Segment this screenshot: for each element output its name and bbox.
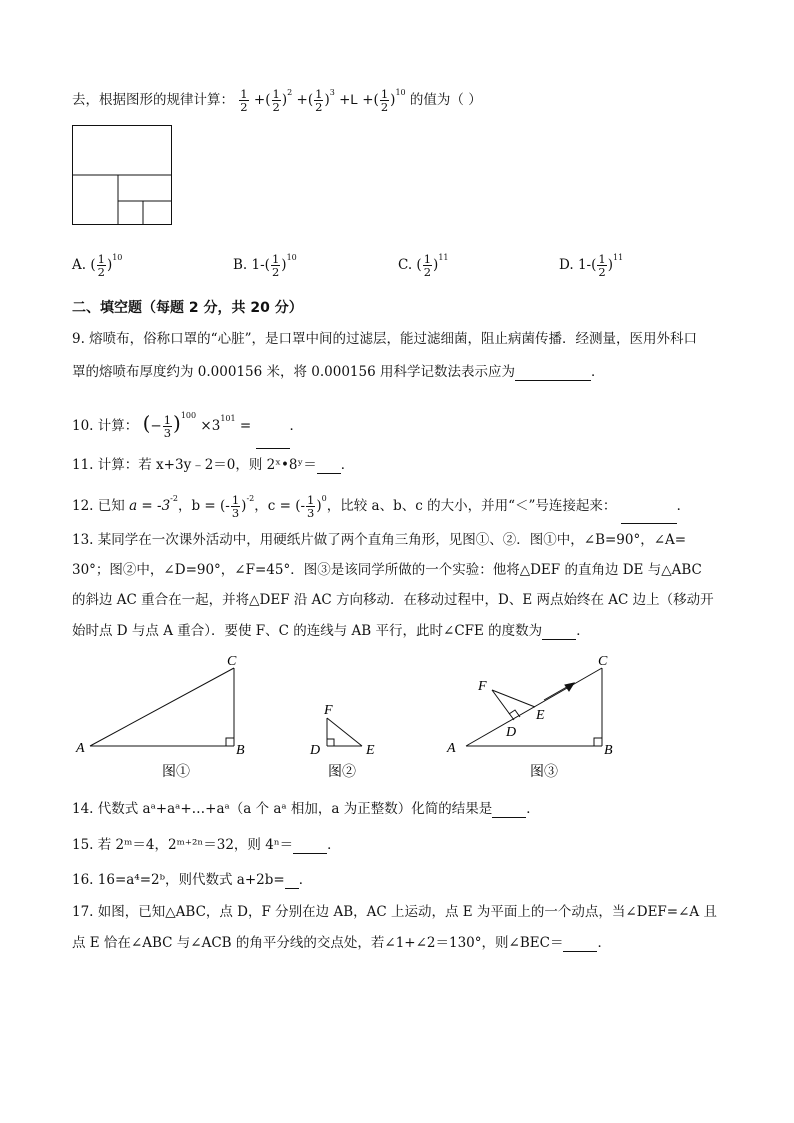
caption-fig1: 图① [162,765,190,780]
q14-line: 14. 代数式 aᵃ+aᵃ+…+aᵃ（a 个 aᵃ 相加，a 为正整数）化简的结果是 ． [72,801,540,817]
fraction-third: $\frac{1}{3}$ [307,493,315,520]
q16-line: 16. 16=a⁴=2ᵇ，则代数式 a+2b= ． [72,872,313,888]
label-A: A [76,741,85,756]
figure-2 [309,703,375,780]
option-b[interactable]: B. 1-( $\frac{1}{2}$ )$^{10}$ [233,252,297,279]
label-C: C [598,654,608,669]
fraction-third: $\frac{1}{3}$ [231,493,240,520]
q17-line2: 点 E 恰在∠ABC 与∠ACB 的角平分线的交点处，若∠1+∠2＝130°，则∠BEC＝ ． [72,935,611,951]
q12-line: 12. 已知 $a = -3^{-2}$，b = (- $\frac{1}{3}$ )$^{-2}$，c = (- $\frac{1}{3}$ )$^0$，比较 a、b、c 的大小，并用“＜”号连接起来： ． [72,482,690,516]
q13-line2: 30°；图②中，∠D=90°，∠F=45°．图③是该同学所做的一个实验：他将△DEF 的直角边 DE 与△ABC [72,562,702,578]
caption-fig3: 图③ [530,765,558,780]
answer-blank[interactable] [492,801,526,818]
q9-line1: 9. 熔喷布，俗称口罩的“心脏”，是口罩中间的过滤层，能过滤细菌，阻止病菌传播．经测量，医用外科口 [72,331,697,347]
answer-blank[interactable] [256,404,290,449]
ellipsis-symbol: L [350,92,358,107]
fraction-half: $\frac{1}{2}$ [598,252,606,279]
fraction-third: $\frac{1}{3}$ [163,413,172,440]
label-D: D [506,725,517,740]
q10-line: 10. 计算： (− $\frac{1}{3}$ )$^{100} \times 3^{101}$ = ． [72,394,303,438]
label-D: D [310,743,321,758]
option-d[interactable]: D. 1-( $\frac{1}{2}$ )$^{11}$ [559,252,624,279]
q17-line1: 17. 如图，已知△ABC，点 D，F 分别在边 AB，AC 上运动，点 E 为平面上的一个动点，当∠DEF=∠A 且 [72,904,717,920]
label-E: E [536,708,545,723]
label-A: A [447,741,456,756]
option-c[interactable]: C. ( $\frac{1}{2}$ )$^{11}$ [398,252,449,279]
label-C: C [227,654,237,669]
q13-line1: 13. 某同学在一次课外活动中，用硬纸片做了两个直角三角形，见图①、②．图①中，∠B=90°，∠A= [72,532,687,548]
figure-1 [75,654,245,780]
label-F: F [478,679,487,694]
fraction-half: $\frac{1}{2}$ [271,252,280,279]
figure-3 [446,654,613,780]
label-B: B [236,743,245,758]
fraction-half: $\frac{1}{2}$ [97,252,105,279]
fraction-half: $\frac{1}{2}$ [240,87,248,114]
q13-line4: 始时点 D 与点 A 重合）．要使 F、C 的连线与 AB 平行，此时∠CFE 的度数为 ． [72,623,590,639]
answer-blank[interactable] [285,872,299,889]
label-F: F [324,703,333,718]
section-heading: 二、填空题（每题 2 分，共 20 分） [72,300,303,316]
answer-blank[interactable] [317,457,341,474]
option-a[interactable]: A. ( $\frac{1}{2}$ )$^{10}$ [72,252,123,279]
q8-line: 去，根据图形的规律计算： $\frac{1}{2}$ +( $\frac{1}{2}$ )$^2$ +( $\frac{1}{2}$ )$^3$ +L +( $\frac{1}{2}$ )$^{10}$ 的值为（ ） [72,87,482,114]
answer-blank[interactable] [542,623,576,640]
fraction-half: $\frac{1}{2}$ [315,87,323,114]
label-E: E [366,743,375,758]
triangle-figures [60,648,700,783]
answer-blank[interactable] [621,489,677,524]
square-partition-figure [72,125,173,226]
answer-blank[interactable] [293,837,327,854]
answer-blank[interactable] [563,935,597,952]
caption-fig2: 图② [328,765,356,780]
q11-line: 11. 计算：若 x+3y﹣2＝0，则 2ˣ•8ʸ＝ ． [72,457,355,473]
fraction-half: $\frac{1}{2}$ [423,252,432,279]
q13-line3: 的斜边 AC 重合在一起，并将△DEF 沿 AC 方向移动．在移动过程中，D、E 两点始终在 AC 边上（移动开 [72,592,714,608]
label-B: B [604,743,613,758]
q15-line: 15. 若 2ᵐ＝4，2ᵐ⁺²ⁿ＝32，则 4ⁿ＝ ． [72,837,341,853]
fraction-half: $\frac{1}{2}$ [272,87,280,114]
q9-line2: 罩的熔喷布厚度约为 0.000156 米，将 0.000156 用科学记数法表示应为 ． [72,364,605,380]
q8-intro: 去，根据图形的规律计算： [72,92,234,108]
q8-tail: 的值为（ ） [409,92,482,108]
fraction-half: $\frac{1}{2}$ [380,87,389,114]
answer-blank[interactable] [515,364,591,381]
